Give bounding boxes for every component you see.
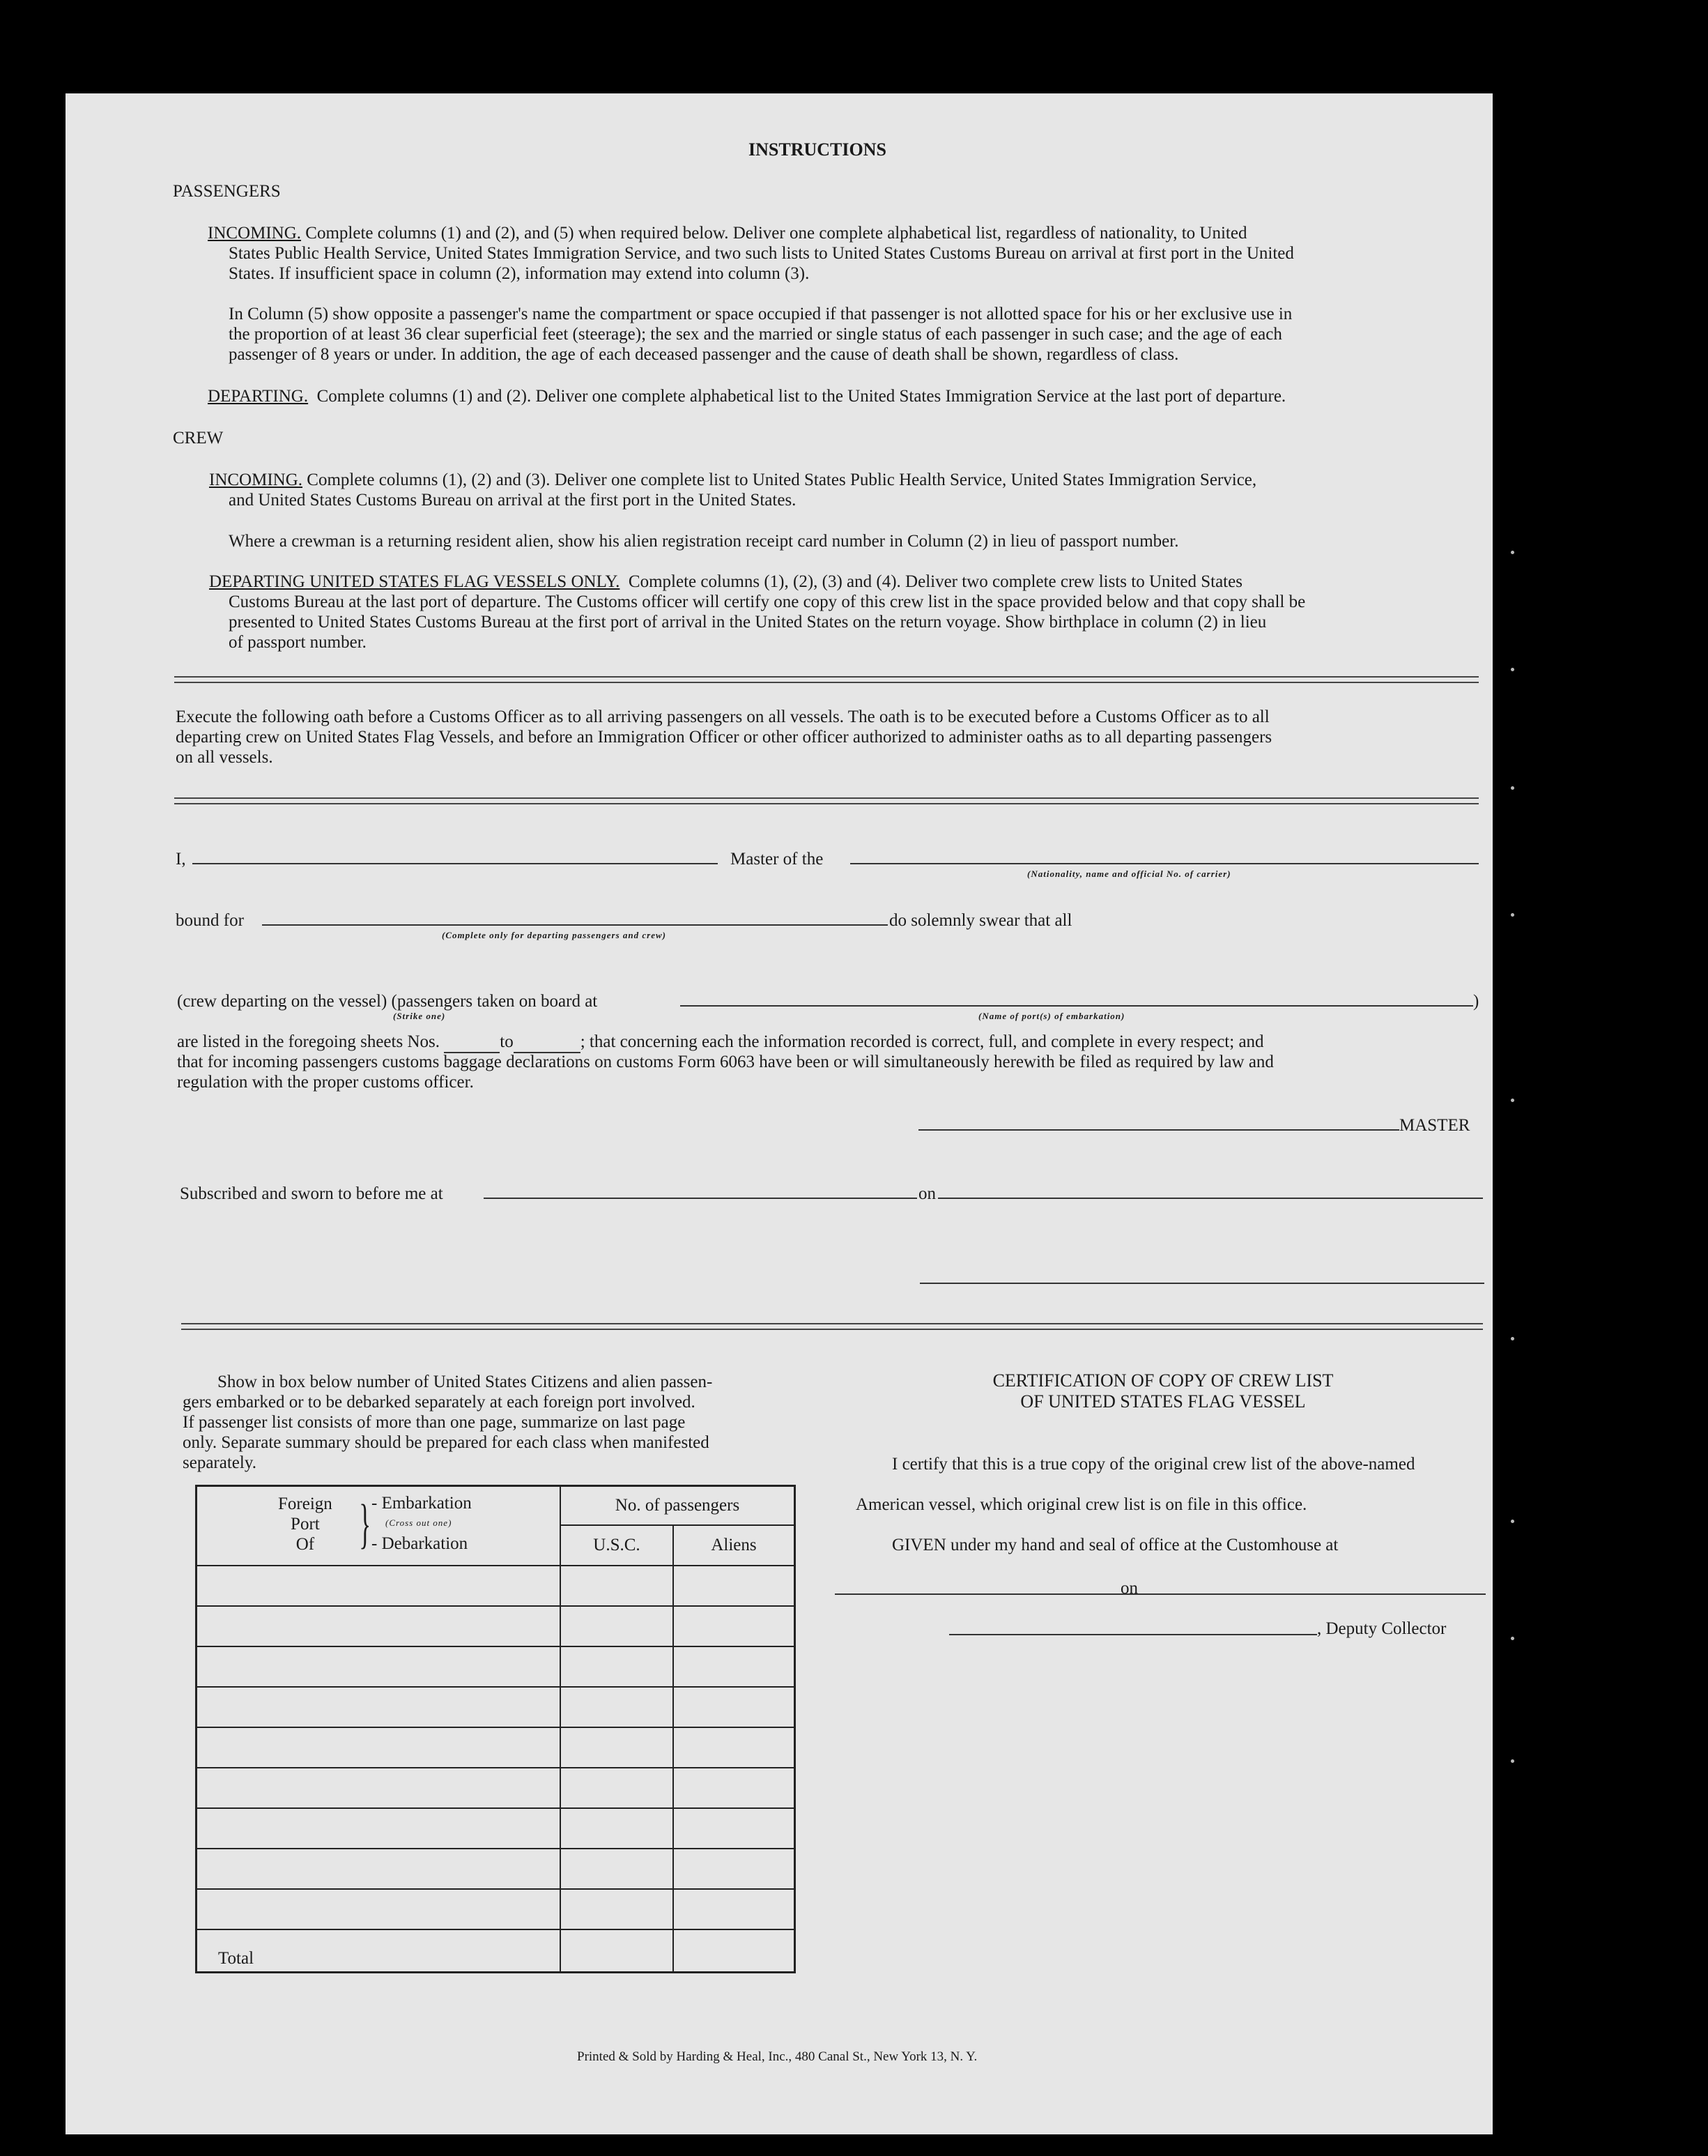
usc-cell[interactable] xyxy=(560,1889,673,1929)
passengers-incoming-text-1: Complete columns (1) and (2), and (5) when required below. Deliver one complete alphabetical list, regardless of nationality, to United xyxy=(305,224,1247,243)
crew-departing-line4: of passport number. xyxy=(229,633,367,652)
crew-departing-line2: Customs Bureau at the last port of departure. The Customs officer will certify one copy of this crew list in the space provided below and that copy shall be xyxy=(229,592,1306,611)
bound-for-caption: (Complete only for departing passengers and crew) xyxy=(442,930,666,940)
port-cell[interactable] xyxy=(197,1889,561,1929)
strike-one-caption: (Strike one) xyxy=(393,1011,446,1021)
passengers-heading: PASSENGERS xyxy=(173,182,281,201)
crew-heading: CREW xyxy=(173,429,224,448)
aliens-cell[interactable] xyxy=(673,1768,795,1808)
cert-date-field-line[interactable] xyxy=(1141,1593,1486,1595)
certification-text-line2: American vessel, which original crew list is on file in this office. xyxy=(856,1495,1307,1514)
column5-line2: the proportion of at least 36 clear superficial feet (steerage); the sex and the married or single status of each passenger in such case; and the age of each xyxy=(229,325,1282,344)
passengers-departing-label: DEPARTING. xyxy=(208,387,309,406)
listed-line2: that for incoming passengers customs baggage declarations on customs Form 6063 have been or will simultaneously herewith be filed as required by law and xyxy=(177,1053,1274,1071)
crew-incoming-line2: and United States Customs Bureau on arrival at the first port in the United States. xyxy=(229,491,797,510)
usc-cell[interactable] xyxy=(560,1808,673,1849)
usc-cell[interactable] xyxy=(560,1768,673,1808)
port-cell[interactable] xyxy=(197,1606,561,1646)
brace-icon: } xyxy=(359,1493,371,1554)
oath-intro-line3: on all vessels. xyxy=(176,748,273,767)
column5-line1: In Column (5) show opposite a passenger's name the compartment or space occupied if that passenger is not allotted space for his or her exclusive use in xyxy=(229,305,1293,323)
sheet-to-field[interactable] xyxy=(514,1032,580,1053)
close-paren: ) xyxy=(1473,992,1479,1011)
summary-intro-line5: separately. xyxy=(183,1453,256,1472)
sworn-date-field-line[interactable] xyxy=(938,1198,1483,1199)
form-sheet xyxy=(66,93,1493,2134)
usc-cell[interactable] xyxy=(560,1849,673,1889)
certification-title xyxy=(874,1370,1452,1412)
page-title: INSTRUCTIONS xyxy=(748,139,886,160)
printer-footer: Printed & Sold by Harding & Heal, Inc., 480 Canal St., New York 13, N. Y. xyxy=(577,2049,978,2064)
no-of-passengers-header: No. of passengers xyxy=(560,1486,795,1525)
aliens-cell[interactable] xyxy=(673,1646,795,1687)
passenger-summary-table xyxy=(195,1485,796,1973)
sworn-on-label: on xyxy=(918,1184,936,1203)
usc-cell[interactable] xyxy=(560,1646,673,1687)
passengers-departing xyxy=(208,386,1286,406)
section-divider xyxy=(174,797,1479,804)
crew-incoming-text-1: Complete columns (1), (2) and (3). Deliver one complete list to United States Public Health Service, United States Immigration Service, xyxy=(307,471,1257,489)
port-cell[interactable] xyxy=(197,1646,561,1687)
crewman-note: Where a crewman is a returning resident alien, show his alien registration receipt card number in Column (2) in lieu of passport number. xyxy=(229,532,1179,551)
destination-field-line[interactable] xyxy=(262,924,888,926)
passengers-incoming-line1 xyxy=(208,223,1483,243)
subscribed-label: Subscribed and sworn to before me at xyxy=(180,1184,443,1203)
summary-intro-line1: Show in box below number of United States Citizens and alien passen- xyxy=(217,1373,713,1391)
foreign-label: Foreign xyxy=(278,1494,332,1513)
crew-incoming-line1 xyxy=(209,470,1256,490)
aliens-cell[interactable] xyxy=(673,1889,795,1929)
deputy-collector-signature-line[interactable] xyxy=(949,1634,1317,1635)
usc-cell[interactable] xyxy=(560,1727,673,1768)
scan-speck xyxy=(1511,1637,1514,1640)
certification-title-line1: CERTIFICATION OF COPY OF CREW LIST xyxy=(992,1370,1334,1391)
summary-intro-line2: gers embarked or to be debarked separately at each foreign port involved. xyxy=(183,1393,695,1412)
master-label: MASTER xyxy=(1399,1116,1470,1135)
summary-intro-line4: only. Separate summary should be prepared for each class when manifested xyxy=(183,1433,709,1452)
total-label: Total xyxy=(197,1929,561,1973)
cross-out-caption: (Cross out one) xyxy=(385,1517,452,1528)
usc-cell[interactable] xyxy=(560,1566,673,1606)
master-signature-line[interactable] xyxy=(918,1129,1399,1131)
scan-speck xyxy=(1511,1759,1514,1763)
section-divider xyxy=(181,1323,1483,1330)
aliens-cell[interactable] xyxy=(673,1606,795,1646)
cert-on-label: on xyxy=(1121,1579,1138,1598)
embarkation-label: - Embarkation xyxy=(371,1494,472,1513)
scan-speck xyxy=(1511,1337,1514,1340)
total-usc-cell[interactable] xyxy=(560,1929,673,1973)
scan-speck xyxy=(1511,786,1514,790)
usc-cell[interactable] xyxy=(560,1606,673,1646)
listed-to: to xyxy=(500,1032,514,1051)
listed-line3: regulation with the proper customs officer. xyxy=(177,1073,474,1092)
aliens-cell[interactable] xyxy=(673,1727,795,1768)
scan-speck xyxy=(1511,913,1514,917)
listed-text-b: ; that concerning each the information recorded is correct, full, and complete in every respect; and xyxy=(580,1032,1264,1051)
crew-departing-text-1: Complete columns (1), (2), (3) and (4). Deliver two complete crew lists to United States xyxy=(628,572,1242,591)
oath-intro-line2: departing crew on United States Flag Vessels, and before an Immigration Officer or other officer authorized to administer oaths as to all departing passengers xyxy=(176,728,1272,747)
summary-intro-line3: If passenger list consists of more than one page, summarize on last page xyxy=(183,1413,686,1432)
passengers-incoming-line2: States Public Health Service, United States Immigration Service, and two such lists to United States Customs Bureau on arrival at first port in the United xyxy=(229,244,1294,263)
swear-text: do solemnly swear that all xyxy=(889,911,1072,930)
aliens-cell[interactable] xyxy=(673,1687,795,1727)
of-label: Of xyxy=(295,1535,315,1554)
name-field-line[interactable] xyxy=(192,863,718,864)
scan-speck xyxy=(1511,1520,1514,1523)
bound-for-label: bound for xyxy=(176,911,244,930)
usc-cell[interactable] xyxy=(560,1687,673,1727)
carrier-field-line[interactable] xyxy=(850,863,1479,864)
port-header-cell xyxy=(197,1486,561,1566)
port-cell[interactable] xyxy=(197,1768,561,1808)
column5-line3: passenger of 8 years or under. In addition, the age of each deceased passenger and the cause of death shall be shown, regardless of class. xyxy=(229,345,1179,364)
crew-departing-clause: (crew departing on the vessel) (passengers taken on board at xyxy=(177,992,598,1011)
aliens-cell[interactable] xyxy=(673,1808,795,1849)
scan-speck xyxy=(1511,1099,1514,1102)
given-text: GIVEN under my hand and seal of office at the Customhouse at xyxy=(892,1536,1339,1554)
aliens-cell[interactable] xyxy=(673,1566,795,1606)
master-of-label: Master of the xyxy=(730,850,824,869)
listed-line1 xyxy=(177,1032,1264,1053)
listed-text-a: are listed in the foregoing sheets Nos. xyxy=(177,1032,440,1051)
aliens-cell[interactable] xyxy=(673,1849,795,1889)
oath-intro-line1: Execute the following oath before a Customs Officer as to all arriving passengers on all vessels. The oath is to be executed before a Customs Officer as to all xyxy=(176,708,1270,726)
port-cell[interactable] xyxy=(197,1808,561,1849)
oath-i-label: I, xyxy=(176,850,186,869)
total-aliens-cell[interactable] xyxy=(673,1929,795,1973)
passengers-departing-text: Complete columns (1) and (2). Deliver one complete alphabetical list to the United States Immigration Service at the last port of departure. xyxy=(316,387,1286,406)
certification-title-line2: OF UNITED STATES FLAG VESSEL xyxy=(1020,1391,1306,1412)
port-label: Port xyxy=(291,1515,320,1534)
passengers-incoming-label: INCOMING. xyxy=(208,224,302,243)
section-divider xyxy=(174,676,1479,683)
crew-departing-label: DEPARTING UNITED STATES FLAG VESSELS ONLY. xyxy=(209,572,620,591)
nationality-caption: (Nationality, name and official No. of carrier) xyxy=(1027,869,1231,879)
port-cell[interactable] xyxy=(197,1727,561,1768)
deputy-collector-label: , Deputy Collector xyxy=(1317,1619,1447,1638)
port-cell[interactable] xyxy=(197,1687,561,1727)
scan-speck xyxy=(1511,668,1514,671)
certification-text-line1: I certify that this is a true copy of the original crew list of the above-named xyxy=(892,1455,1415,1474)
passengers-incoming-line3: States. If insufficient space in column (2), information may extend into column (3). xyxy=(229,264,810,283)
sheet-from-field[interactable] xyxy=(444,1032,500,1053)
ports-caption: (Name of port(s) of embarkation) xyxy=(978,1011,1125,1021)
port-cell[interactable] xyxy=(197,1566,561,1606)
crew-incoming-label: INCOMING. xyxy=(209,471,303,489)
usc-header: U.S.C. xyxy=(560,1525,673,1566)
officer-signature-line[interactable] xyxy=(920,1283,1484,1284)
port-cell[interactable] xyxy=(197,1849,561,1889)
aliens-header: Aliens xyxy=(673,1525,795,1566)
debarkation-label: - Debarkation xyxy=(371,1534,468,1553)
embarkation-ports-field-line[interactable] xyxy=(680,1005,1473,1007)
crew-departing-line3: presented to United States Customs Bureau at the first port of arrival in the United States on the return voyage. Show birthplace in column (2) in lieu xyxy=(229,613,1267,632)
crew-departing-line1 xyxy=(209,572,1242,592)
scan-speck xyxy=(1511,551,1514,554)
sworn-place-field-line[interactable] xyxy=(484,1198,917,1199)
